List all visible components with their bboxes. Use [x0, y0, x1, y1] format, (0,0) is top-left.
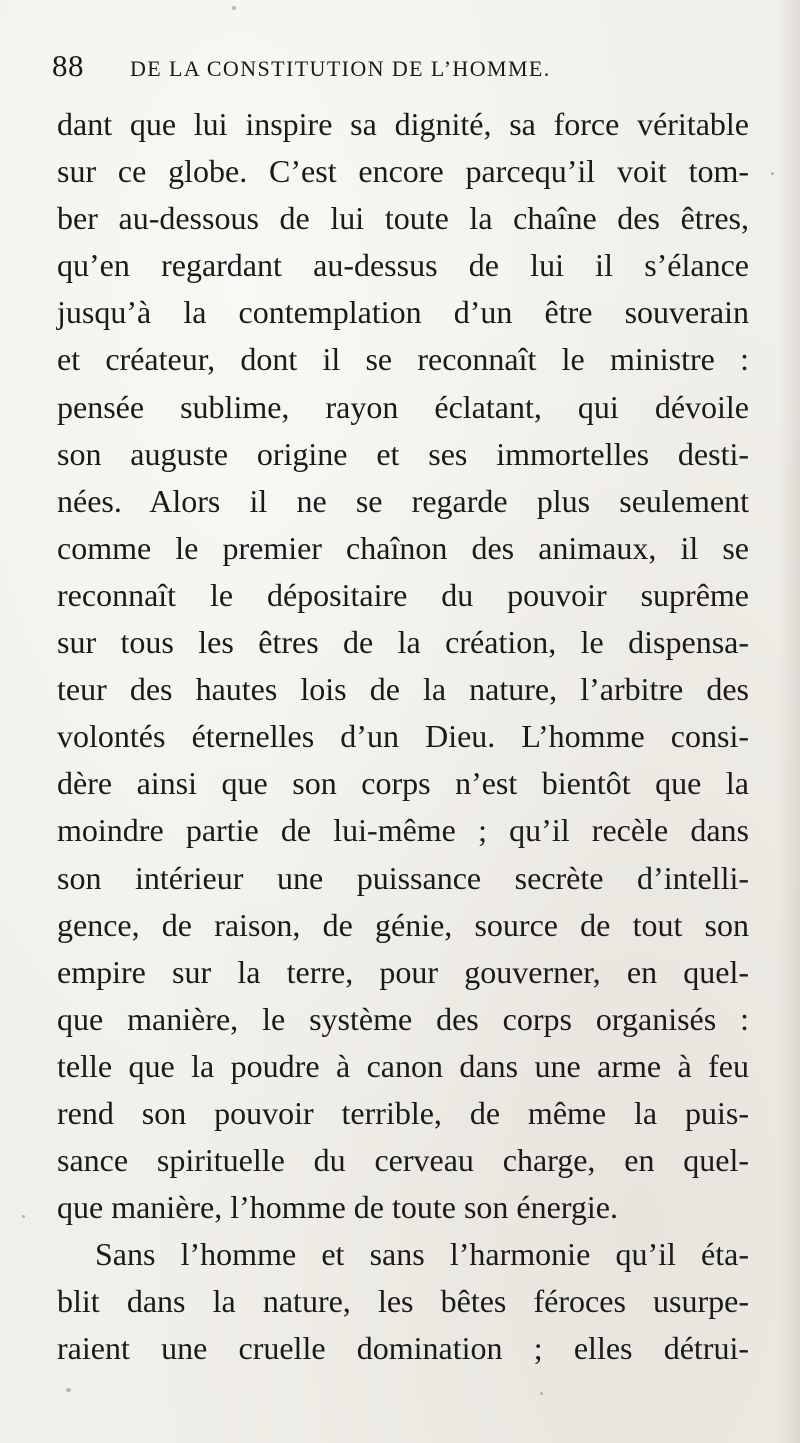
page-number: 88: [52, 48, 84, 83]
page-edge-shadow: [778, 0, 800, 1443]
paper-speck: [22, 1215, 25, 1218]
text-line: sur ce globe. C’est encore parcequ’il voit tom-: [57, 153, 749, 190]
text-line: dant que lui inspire sa dignité, sa force véritable: [57, 106, 749, 142]
text-line: nées. Alors il ne se regarde plus seulement: [57, 482, 749, 519]
running-title: DE LA CONSTITUTION DE L’HOMME.: [130, 56, 551, 81]
text-line: empire sur la terre, pour gouverner, en quel-: [57, 953, 749, 990]
paragraph-first-line: Sans l’homme et sans l’harmonie qu’il éta-: [95, 1236, 749, 1273]
text-line: jusqu’à la contemplation d’un être souverain: [57, 294, 749, 331]
page-header: [52, 48, 752, 92]
text-line: sance spirituelle du cerveau charge, en quel-: [57, 1142, 749, 1179]
paper-speck: [66, 1388, 71, 1392]
text-line: raient une cruelle domination ; elles détrui-: [57, 1330, 749, 1367]
text-line: pensée sublime, rayon éclatant, qui dévoile: [57, 388, 749, 425]
body-text: [57, 101, 749, 1373]
text-line: gence, de raison, de génie, source de tout son: [57, 906, 749, 943]
text-line: reconnaît le dépositaire du pouvoir suprême: [57, 576, 749, 613]
text-line: telle que la poudre à canon dans une arme à feu: [57, 1047, 749, 1084]
paragraph-last-line: que manière, l’homme de toute son énergie.: [57, 1189, 618, 1226]
text-line: et créateur, dont il se reconnaît le ministre :: [57, 341, 749, 378]
text-line: son auguste origine et ses immortelles desti-: [57, 435, 749, 472]
text-line: dère ainsi que son corps n’est bientôt que la: [57, 765, 749, 802]
paper-speck: [232, 6, 236, 10]
text-line: son intérieur une puissance secrète d’intelli-: [57, 859, 749, 896]
text-line: blit dans la nature, les bêtes féroces usurpe-: [57, 1283, 749, 1320]
text-line: teur des hautes lois de la nature, l’arbitre des: [57, 671, 749, 708]
text-line: qu’en regardant au-dessus de lui il s’élance: [57, 247, 749, 284]
paper-speck: [540, 1392, 543, 1395]
paper-speck: [771, 172, 774, 175]
text-line: comme le premier chaînon des animaux, il se: [57, 529, 749, 566]
text-line: sur tous les êtres de la création, le dispensa-: [57, 624, 749, 661]
text-line: ber au-dessous de lui toute la chaîne des êtres,: [57, 200, 749, 237]
text-line: volontés éternelles d’un Dieu. L’homme consi-: [57, 718, 749, 755]
text-line: que manière, le système des corps organisés :: [57, 1000, 749, 1037]
text-line: rend son pouvoir terrible, de même la puis-: [57, 1094, 749, 1131]
text-line: moindre partie de lui-même ; qu’il recèle dans: [57, 812, 749, 849]
